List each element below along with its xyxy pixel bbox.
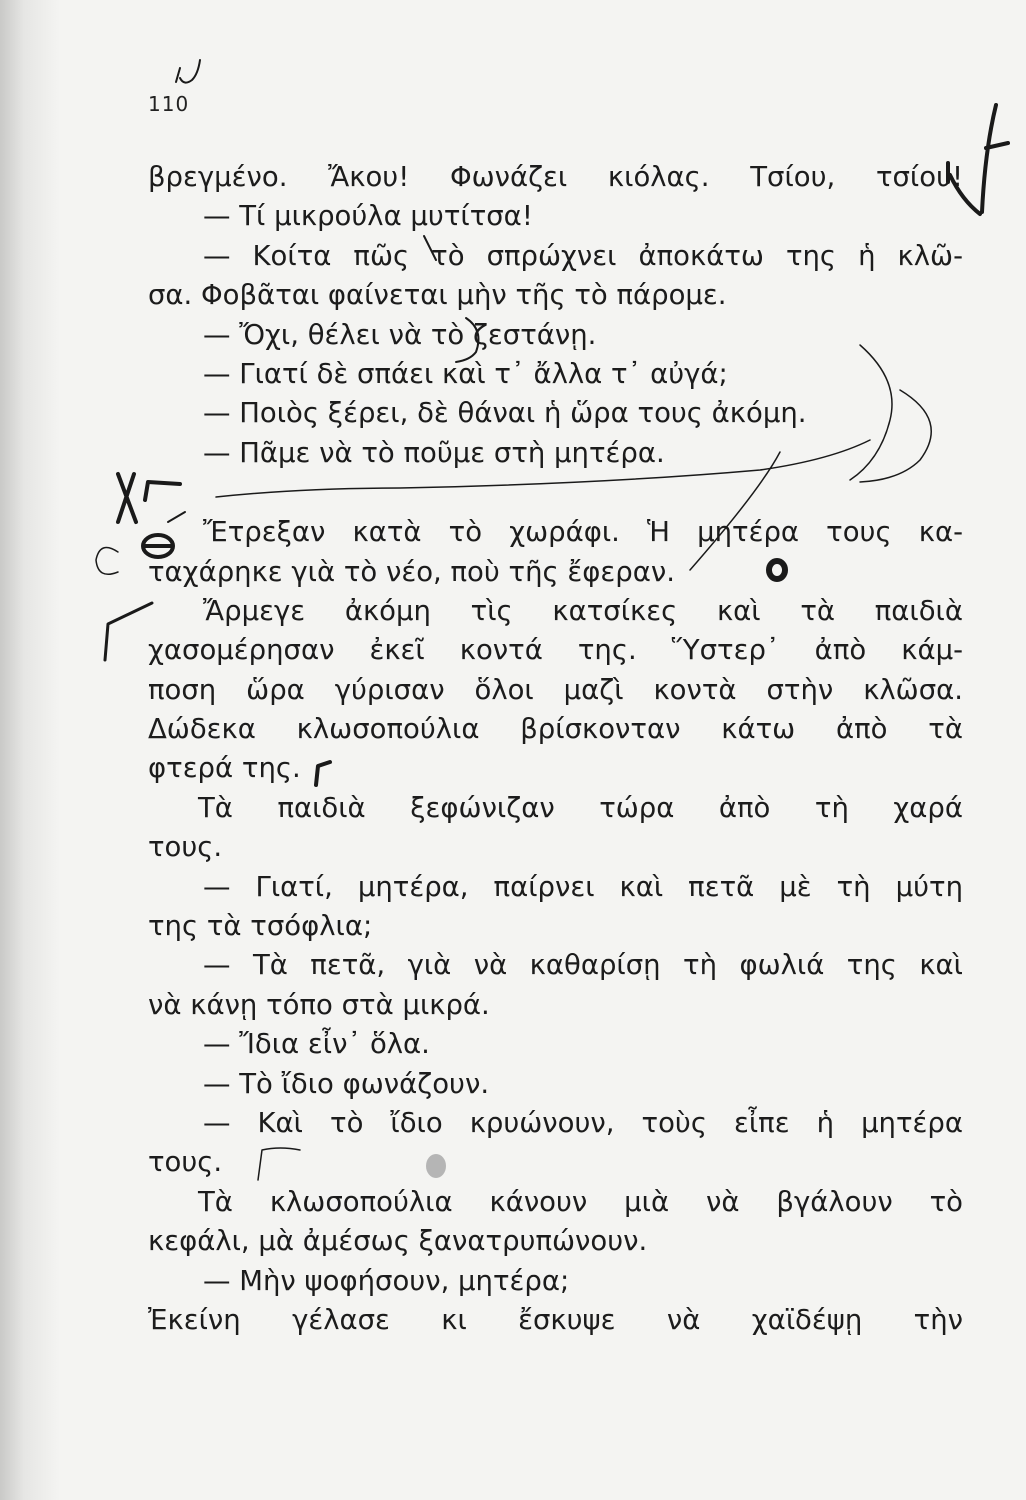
text-line: — Πᾶμε νὰ τὸ ποῦμε στὴ μητέρα. bbox=[203, 436, 665, 469]
text-line: Ἐκείνη γέλασε κι ἔσκυψε νὰ χαϊδέψῃ τὴν bbox=[148, 1303, 963, 1336]
text-line: τους. bbox=[148, 831, 223, 864]
text-line: — Τὰ πετᾶ, γιὰ νὰ καθαρίσῃ τὴ φωλιά της καὶ bbox=[203, 949, 963, 982]
margin-mark-gamma bbox=[105, 603, 152, 660]
text-line: — Γιατί δὲ σπάει καὶ τ᾿ ἄλλα τ᾿ αὐγά; bbox=[203, 357, 728, 390]
text-line: — Μὴν ψοφήσουν, μητέρα; bbox=[203, 1264, 570, 1297]
text-line: τους. bbox=[148, 1146, 223, 1179]
text-line: της τὰ τσόφλια; bbox=[148, 910, 373, 943]
page-number: 110 bbox=[148, 92, 190, 116]
text-line: — Ὄχι, θέλει νὰ τὸ ζεστάνῃ. bbox=[203, 318, 597, 351]
text-line: — Κοίτα πῶς τὸ σπρώχνει ἀποκάτω της ἡ κλῶ- bbox=[203, 239, 963, 272]
text-line: κεφάλι, μὰ ἀμέσως ξανατρυπώνουν. bbox=[148, 1225, 648, 1258]
text-line: ταχάρηκε γιὰ τὸ νέο, ποὺ τῆς ἔφεραν. bbox=[148, 555, 675, 588]
text-line: ποση ὥρα γύρισαν ὅλοι μαζὶ κοντὰ στὴν κλῶσα. bbox=[148, 673, 963, 706]
text-line: — Ποιὸς ξέρει, δὲ θάναι ἡ ὥρα τους ἀκόμη. bbox=[203, 397, 807, 430]
text-line: νὰ κάνῃ τόπο στὰ μικρά. bbox=[148, 988, 490, 1021]
text-line: Τὰ κλωσοπούλια κάνουν μιὰ νὰ βγάλουν τὸ bbox=[198, 1185, 963, 1218]
text-line: Ἔτρεξαν κατὰ τὸ χωράφι. Ἡ μητέρα τους κα- bbox=[203, 516, 963, 549]
text-line: χασομέρησαν ἐκεῖ κοντά της. Ὕστερ᾿ ἀπὸ κάμ- bbox=[148, 634, 963, 667]
text-line: — Τί μικρούλα μυτίτσα! bbox=[203, 200, 533, 233]
text-line: σα. Φοβᾶται φαίνεται μὴν τῆς τὸ πάρομε. bbox=[148, 279, 727, 312]
text-line: φτερά της. bbox=[148, 752, 301, 785]
binding-shadow bbox=[0, 0, 60, 1500]
margin-mark-chi bbox=[118, 474, 136, 522]
text-line: Δώδεκα κλωσοπούλια βρίσκονταν κάτω ἀπὸ τὰ bbox=[148, 713, 963, 746]
text-line: Τὰ παιδιὰ ξεφώνιζαν τώρα ἀπὸ τὴ χαρά bbox=[198, 791, 963, 824]
paragraph-gap bbox=[148, 473, 963, 513]
text-line: Ἄρμεγε ἀκόμη τὶς κατσίκες καὶ τὰ παιδιὰ bbox=[203, 594, 963, 627]
text-line: — Γιατί, μητέρα, παίρνει καὶ πετᾶ μὲ τὴ μύτη bbox=[203, 870, 963, 903]
text-line: βρεγμένο. Ἄκου! Φωνάζει κιόλας. Τσίου, τσίου! bbox=[148, 161, 963, 193]
body-text bbox=[148, 158, 963, 1340]
text-line: — Ἴδια εἶν᾿ ὅλα. bbox=[203, 1028, 430, 1061]
margin-mark-o bbox=[96, 548, 118, 575]
text-line: — Καὶ τὸ ἴδιο κρυώνουν, τοὺς εἶπε ἡ μητέρα bbox=[203, 1106, 963, 1139]
top-mark bbox=[176, 60, 200, 83]
text-line: — Τὸ ἴδιο φωνάζουν. bbox=[203, 1067, 490, 1100]
